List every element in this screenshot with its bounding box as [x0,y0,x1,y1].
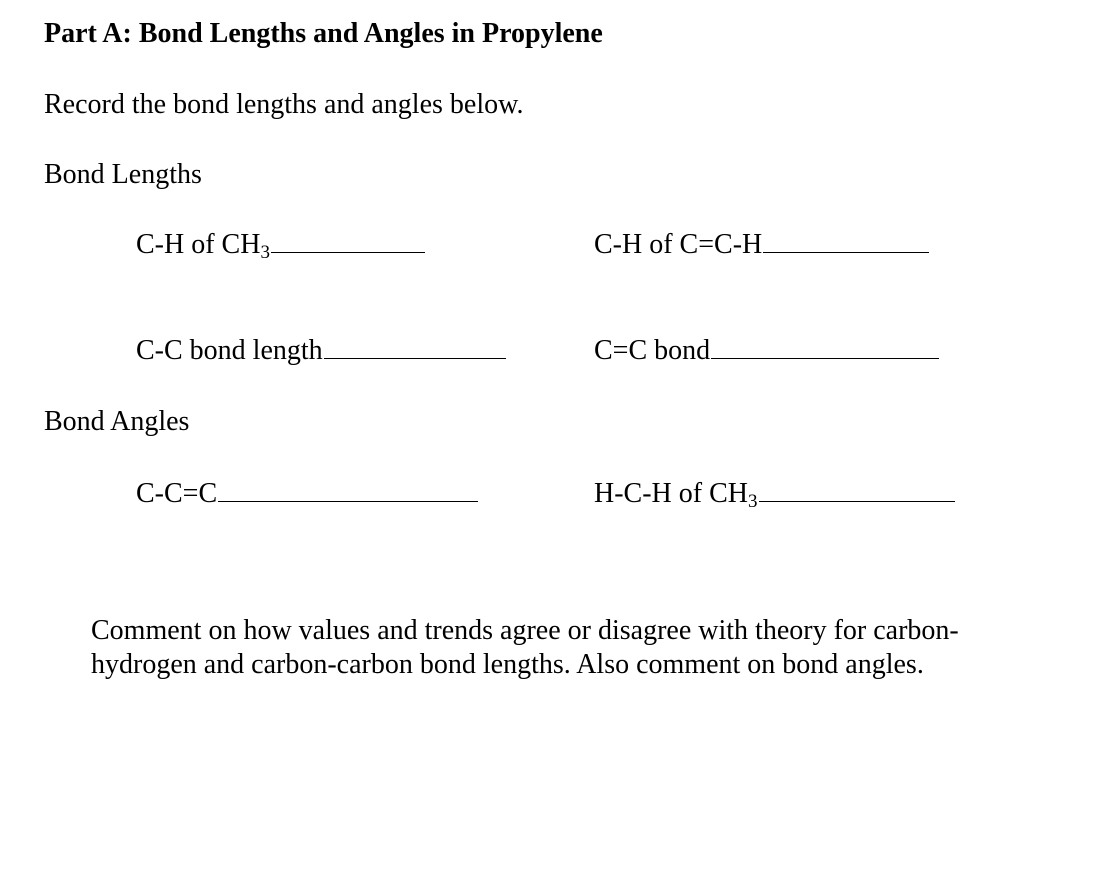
hch-of-ch3-label: H-C-H of $CH_3$ [594,478,758,512]
hch-of-ch3-blank[interactable] [759,500,955,502]
bond-angles-heading: Bond Angles [44,406,190,437]
comment-prompt: Comment on how values and trends agree or disagree with theory for carbon-hydrogen and carbon-carbon bond lengths. Also comment on bond angles. [91,615,959,680]
ccc-angle-field [136,474,478,514]
ch-of-vinyl-label: C-H of C=C-H [594,229,763,260]
cc-bond-length-blank[interactable] [324,357,506,359]
ccc-angle-label: C-C=C [136,478,218,509]
ch-of-ch3-field [136,225,425,265]
ccc-angle-blank[interactable] [218,500,478,502]
ch-of-ch3-blank[interactable] [271,251,425,253]
page-title: Part A: Bond Lengths and Angles in Propylene [44,18,603,49]
hch-of-ch3-field [594,474,955,514]
bond-lengths-heading: Bond Lengths [44,159,202,190]
cc-double-bond-field [594,331,939,371]
instruction-text: Record the bond lengths and angles below. [44,89,524,120]
ch-of-vinyl-blank[interactable] [763,251,929,253]
cc-bond-length-label: C-C bond length [136,335,323,366]
cc-double-bond-label: C=C bond [594,335,711,366]
ch-of-ch3-label: C-H of $CH_3$ [136,229,270,263]
cc-bond-length-field [136,331,506,371]
cc-double-bond-blank[interactable] [711,357,939,359]
ch-of-vinyl-field [594,225,929,265]
